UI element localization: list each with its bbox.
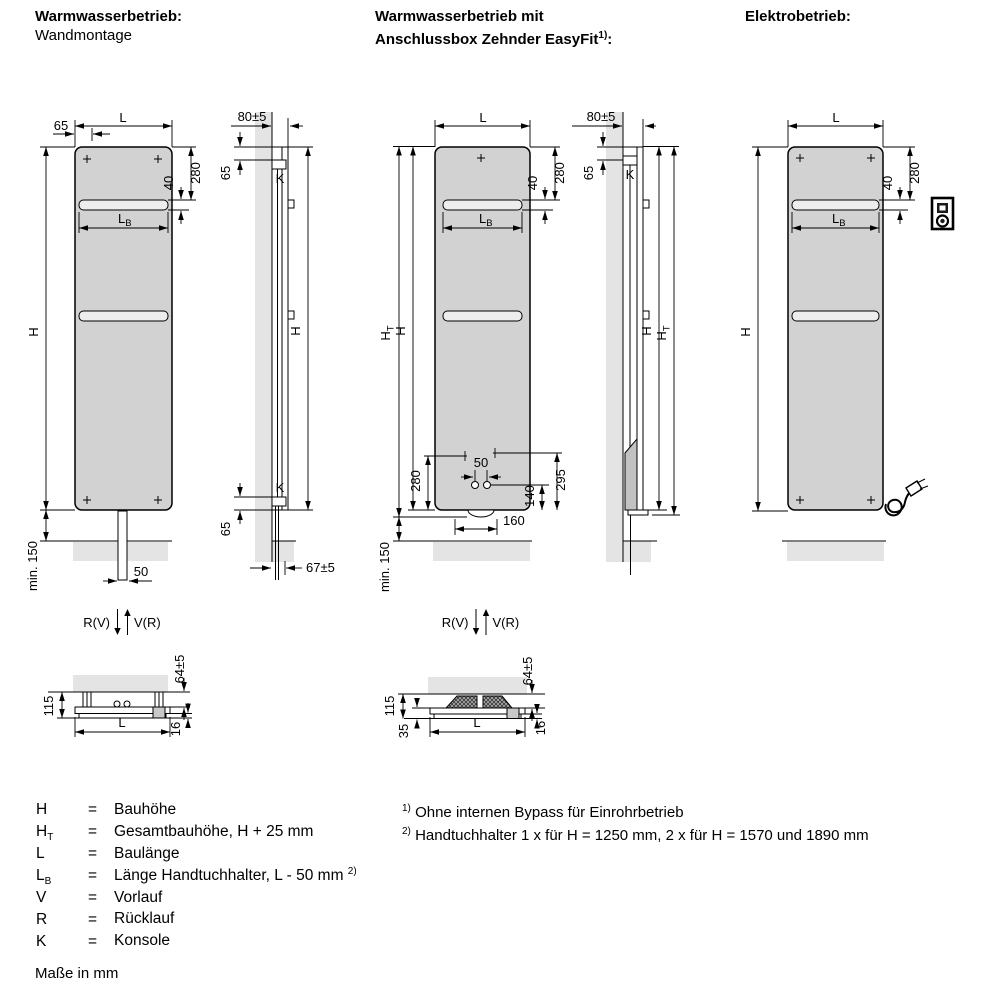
easyfit-box	[483, 696, 512, 708]
towel-bar-clip	[643, 200, 649, 208]
dim-HT	[652, 147, 680, 516]
console-label: K	[275, 171, 285, 186]
dim-L	[788, 110, 883, 147]
elektro-front-view	[738, 110, 953, 561]
console-bracket	[623, 156, 637, 165]
legend-symbol: L	[36, 844, 45, 862]
legend-row	[36, 931, 357, 953]
dim-label: H	[639, 326, 654, 336]
legend-desc: Vorlauf	[114, 888, 163, 906]
legend-symbol: $H_T$	[36, 823, 54, 844]
legend-desc: Rücklauf	[114, 910, 175, 928]
floor-strip	[787, 542, 884, 561]
dim-label: min. 150	[377, 542, 392, 592]
dim-label: 140	[522, 485, 537, 507]
legend-symbol: $L_B$	[36, 866, 52, 887]
legend-desc: Länge Handtuchhalter, L - 50 mm $^{2)}$	[114, 865, 357, 884]
dim-label: $L_B$	[832, 211, 846, 229]
dim-67	[250, 560, 335, 575]
dim-label: H	[288, 326, 303, 336]
dim-label: $L_B$	[118, 211, 132, 229]
dim-label: 65	[218, 521, 233, 537]
dim-min150	[377, 517, 399, 592]
dim-65	[53, 118, 110, 141]
equals-sign: =	[88, 844, 98, 862]
floor-strip	[433, 542, 530, 561]
dim-label: L	[473, 715, 481, 730]
legend-row	[36, 866, 357, 888]
up-arrow-icon	[124, 609, 130, 616]
dim-label: min. 150	[25, 541, 40, 591]
floor-strip	[623, 541, 651, 562]
dim-label: 40	[525, 175, 540, 191]
flow-direction	[442, 609, 519, 635]
pipe-connection	[484, 482, 491, 489]
title-line: Warmwasserbetrieb mit	[375, 8, 544, 25]
dim-label: 295	[553, 469, 568, 491]
towel-bar	[792, 200, 879, 210]
dim-label: H	[26, 327, 41, 337]
supply-label: V(R)	[492, 615, 520, 630]
title-line: Warmwasserbetrieb:	[35, 8, 182, 25]
connection-cover	[468, 510, 494, 517]
dim-label: 16	[533, 720, 548, 736]
legend-desc: Gesamtbauhöhe, H + 25 mm	[114, 823, 314, 841]
dim-115	[382, 694, 434, 719]
legend-row	[36, 888, 357, 910]
dim-label: 280	[188, 162, 203, 184]
dim-label: $H_T$	[378, 325, 397, 341]
pipe	[118, 511, 127, 580]
easyfit-bottom-view	[382, 657, 548, 739]
easyfit-side-view	[572, 109, 680, 575]
side-console	[507, 708, 519, 719]
wandmontage-bottom-view	[41, 655, 192, 737]
pipe-connection	[114, 701, 120, 707]
dim-label: H	[393, 326, 408, 336]
easyfit-box	[446, 696, 477, 708]
towel-bar-clip	[643, 311, 649, 319]
dim-label: 65	[581, 165, 596, 181]
dim-label: 40	[161, 175, 176, 191]
dim-L	[75, 110, 172, 147]
legend-row	[36, 822, 357, 844]
dim-label: 160	[503, 513, 525, 528]
units-note: Maße in mm	[35, 965, 119, 982]
dim-min150	[25, 510, 46, 591]
legend-symbol: H	[36, 801, 48, 819]
easyfit-front-view	[377, 110, 568, 635]
footnote-ref: 1)	[598, 29, 608, 41]
legend-row	[36, 844, 357, 866]
towel-bar	[79, 311, 168, 321]
down-arrow-icon	[473, 628, 479, 635]
return-label: R(V)	[441, 615, 469, 630]
equals-sign: =	[88, 823, 98, 841]
down-arrow-icon	[114, 628, 120, 635]
easyfit-box	[625, 439, 637, 510]
dim-label: 16	[168, 721, 183, 737]
dim-label: 80±5	[237, 109, 267, 124]
towel-bar	[792, 311, 879, 321]
dim-label: L	[832, 110, 840, 125]
dim-label: 280	[552, 162, 567, 184]
return-label: R(V)	[83, 615, 110, 630]
dim-label: $L_B$	[479, 211, 493, 229]
footnotes	[402, 803, 869, 849]
equals-sign: =	[88, 801, 98, 819]
equals-sign: =	[88, 888, 98, 906]
footnote: $^{2)}$ Handtuchhalter 1 x für H = 1250 mm, 2 x für H = 1570 und 1890 mm	[402, 826, 869, 844]
dim-label: 67±5	[306, 560, 335, 575]
towel-bar	[443, 311, 522, 321]
dim-label: 64±5	[520, 656, 535, 686]
dim-label: 35	[396, 723, 411, 739]
dim-label: 80±5	[586, 109, 616, 124]
control-unit	[932, 198, 953, 229]
title-line: Anschlussbox Zehnder EasyFit$^{1)}$:	[375, 29, 613, 48]
up-arrow-icon	[483, 609, 489, 616]
dim-label: L	[118, 715, 126, 730]
dim-label: 280	[907, 162, 922, 184]
pipe-connection	[124, 701, 130, 707]
dim-H	[738, 147, 788, 511]
bottom-plate	[628, 510, 648, 515]
wall-strip	[255, 112, 272, 562]
dim-label: 64±5	[172, 654, 187, 684]
dim-160	[455, 513, 525, 535]
legend	[36, 800, 357, 953]
wandmontage-front-view	[25, 110, 203, 635]
towel-bar	[79, 200, 168, 210]
pipe-connection	[472, 482, 479, 489]
dim-label: 40	[880, 175, 895, 191]
dim-label: H	[738, 327, 753, 337]
footnote: $^{1)}$ Ohne internen Bypass für Einrohrbetrieb	[402, 803, 684, 821]
dim-label: $H_T$	[654, 325, 673, 341]
control-display	[940, 206, 946, 211]
dim-label: 115	[382, 695, 397, 717]
dim-64	[170, 655, 190, 720]
legend-desc: Bauhöhe	[114, 801, 177, 819]
side-console	[153, 707, 165, 718]
wall-strip	[73, 675, 168, 692]
legend-symbol: V	[36, 888, 47, 906]
dim-label: 280	[408, 470, 423, 492]
towel-bar	[443, 200, 522, 210]
wandmontage-side-view	[218, 109, 335, 580]
dim-H	[26, 147, 75, 510]
legend-row	[36, 800, 357, 822]
flow-direction	[83, 609, 160, 635]
legend-desc: Baulänge	[114, 844, 180, 862]
wall-strip	[428, 677, 527, 694]
dim-label: 115	[41, 695, 56, 717]
control-knob	[940, 219, 944, 223]
legend-symbol: K	[36, 932, 47, 950]
console-label: K	[625, 167, 635, 182]
dim-label: 65	[218, 165, 233, 181]
towel-bar-clip	[288, 311, 294, 319]
title-line: Wandmontage	[35, 26, 133, 44]
power-cord	[885, 491, 911, 515]
legend-symbol: R	[36, 910, 48, 928]
dim-label: 50	[133, 564, 149, 579]
console-bracket	[272, 160, 286, 169]
dim-label: L	[119, 110, 127, 125]
console-bracket	[272, 497, 286, 506]
supply-label: V(R)	[134, 615, 161, 630]
dim-L	[435, 110, 530, 147]
dim-label: L	[479, 110, 487, 125]
equals-sign: =	[88, 866, 98, 884]
dim-label: 50	[473, 455, 489, 470]
towel-bar-clip	[288, 200, 294, 208]
console-label: K	[275, 480, 285, 495]
title-line: Elektrobetrieb:	[745, 8, 851, 25]
wall-strip	[606, 112, 623, 562]
legend-desc: Konsole	[114, 932, 171, 950]
equals-sign: =	[88, 932, 98, 950]
dim-label: 65	[53, 118, 69, 133]
dim-115	[41, 692, 79, 718]
legend-row	[36, 909, 357, 931]
equals-sign: =	[88, 910, 98, 928]
